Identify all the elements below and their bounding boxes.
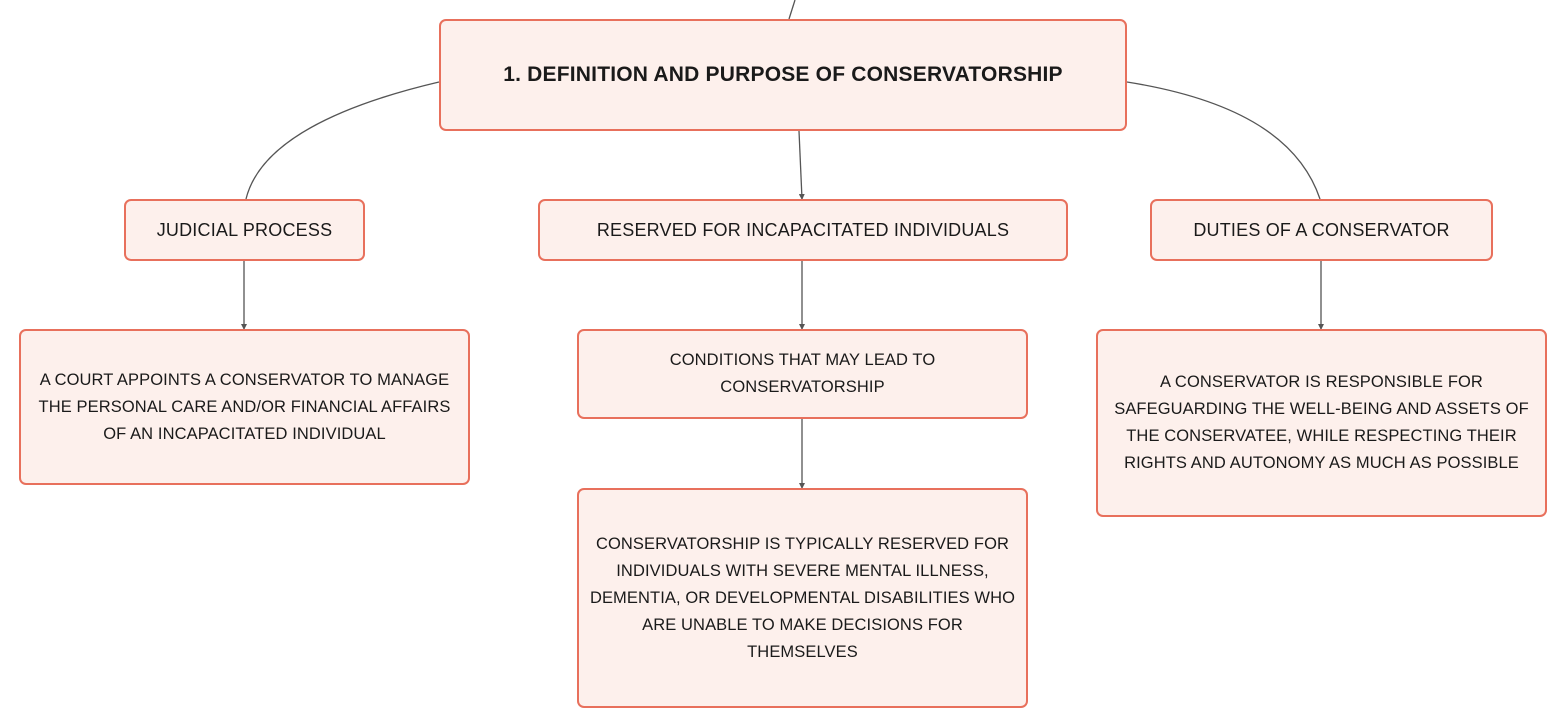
- topic-node-reserved-for-incapacitated[interactable]: [538, 199, 1068, 261]
- connector-root-to-reserved: [799, 131, 802, 199]
- connector-root-to-judicial: [246, 82, 439, 199]
- connector-root-to-duties: [1127, 82, 1320, 199]
- leaf-node-conservator-responsible[interactable]: [1096, 329, 1547, 517]
- leaf-node-text: CONDITIONS THAT MAY LEAD TO CONSERVATORSHIP: [669, 351, 936, 396]
- topic-node-label: RESERVED FOR INCAPACITATED INDIVIDUALS: [596, 219, 1010, 240]
- leaf-node-conditions[interactable]: [577, 329, 1028, 419]
- leaf-node-text: A CONSERVATOR IS RESPONSIBLE FOR SAFEGUARDING THE WELL-BEING AND ASSETS OF THE CONSERVATEE, WHILE RESPECTING THEIR RIGHTS AND AUTONOMY AS MUCH AS POSSIBLE: [1114, 373, 1529, 472]
- topic-node-label: JUDICIAL PROCESS: [156, 219, 333, 240]
- leaf-node-court-appoints[interactable]: [19, 329, 470, 485]
- root-node-label: 1. DEFINITION AND PURPOSE OF CONSERVATORSHIP: [503, 63, 1063, 86]
- topic-node-label: DUTIES OF A CONSERVATOR: [1193, 219, 1450, 240]
- topic-node-duties-of-conservator[interactable]: [1150, 199, 1493, 261]
- leaf-node-text: A COURT APPOINTS A CONSERVATOR TO MANAGE THE PERSONAL CARE AND/OR FINANCIAL AFFAIRS OF AN INCAPACITATED INDIVIDUAL: [38, 370, 451, 443]
- connector-incoming-root: [789, 0, 795, 19]
- root-node[interactable]: [439, 19, 1127, 131]
- leaf-node-typically-reserved[interactable]: [577, 488, 1028, 708]
- leaf-node-text: CONSERVATORSHIP IS TYPICALLY RESERVED FOR INDIVIDUALS WITH SEVERE MENTAL ILLNESS, DEMENTIA, OR DEVELOPMENTAL DISABILITIES WHO ARE UNABLE TO MAKE DECISIONS FOR THEMSELVES: [589, 534, 1016, 661]
- topic-node-judicial-process[interactable]: [124, 199, 365, 261]
